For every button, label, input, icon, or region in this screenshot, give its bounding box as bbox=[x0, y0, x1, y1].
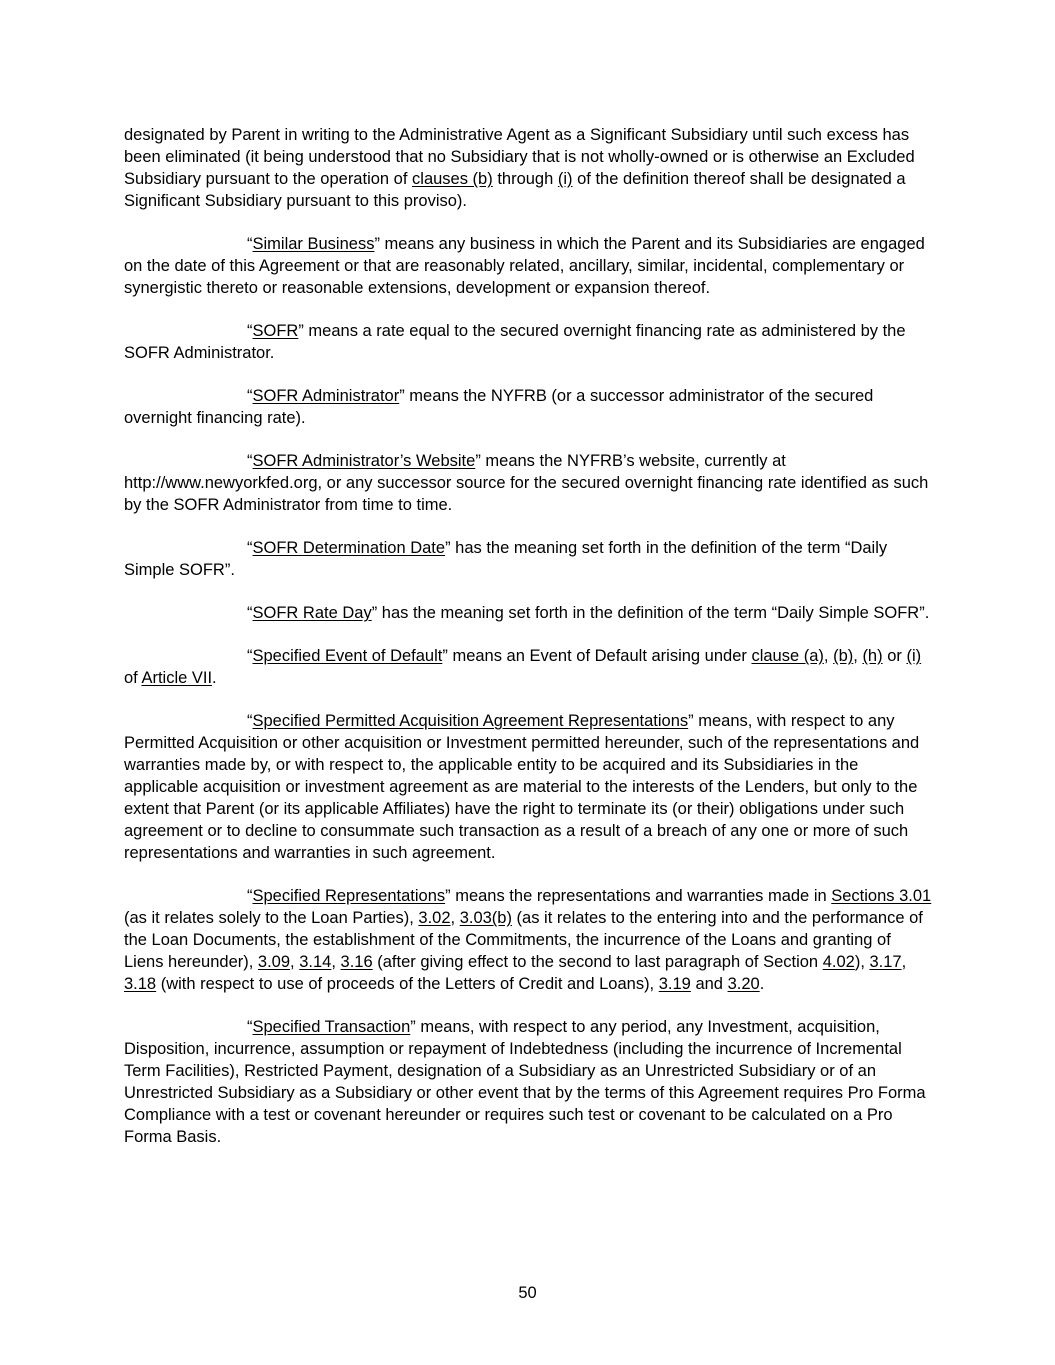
definition-paragraph bbox=[124, 885, 932, 995]
paragraph-text: . bbox=[212, 669, 217, 687]
paragraph-text: of the definition thereof shall be designated a Significant Subsidiary pursuant to this proviso). bbox=[124, 170, 906, 210]
paragraph-text: and bbox=[690, 975, 728, 993]
paragraph-text: . bbox=[759, 975, 765, 993]
paragraph-text: designated by Parent in writing to the Administrative Agent as a Significant Subsidiary until such excess has been eliminated (it being understood that no Subsidiary that is not wholly-owned or is otherwise an Excluded Subsidiary pursuant to the operation of bbox=[124, 126, 915, 188]
underlined-term: 3.16 bbox=[340, 953, 373, 971]
paragraph-text: , bbox=[331, 953, 341, 971]
definition-paragraph bbox=[124, 1016, 932, 1148]
underlined-term: 3.03(b) bbox=[459, 909, 512, 927]
definition-paragraph bbox=[124, 602, 932, 624]
paragraph-text: ” means, with respect to any Permitted Acquisition or other acquisition or Investment permitted hereunder, such of the representations and warranties made by, or with respect to, the applicable entity to be acquired and its Subsidiaries in the applicable acquisition or investment agreement as are material to the interests of the Lenders, but only to the extent that Parent (or its applicable Affiliates) have the right to terminate its (or their) obligations under such agreement or to decline to consummate such transaction as a result of a breach of any one or more of such representations and warranties in such agreement. bbox=[124, 712, 920, 862]
paragraph-text: “ bbox=[247, 1018, 253, 1036]
underlined-term: Specified Transaction bbox=[252, 1018, 411, 1036]
paragraph-text: or bbox=[882, 647, 907, 665]
definitions-list bbox=[124, 124, 932, 1148]
paragraph-text: ” means a rate equal to the secured overnight financing rate as administered by the SOFR Administrator. bbox=[124, 322, 906, 362]
definition-paragraph bbox=[124, 537, 932, 581]
definition-paragraph bbox=[124, 385, 932, 429]
paragraph-text: (with respect to use of proceeds of the Letters of Credit and Loans), bbox=[156, 975, 659, 993]
definition-paragraph bbox=[124, 645, 932, 689]
definition-paragraph bbox=[124, 320, 932, 364]
paragraph-text: “ bbox=[247, 539, 253, 557]
document-body bbox=[124, 124, 932, 1169]
underlined-term: Specified Permitted Acquisition Agreement Representations bbox=[252, 712, 689, 730]
paragraph-text: “ bbox=[247, 887, 253, 905]
underlined-term: 4.02 bbox=[822, 953, 855, 971]
paragraph-text: ” means the NYFRB (or a successor administrator of the secured overnight financing rate). bbox=[124, 387, 874, 427]
paragraph-text: “ bbox=[247, 322, 253, 340]
underlined-term: clauses (b) bbox=[412, 170, 493, 188]
paragraph-text: of bbox=[124, 669, 142, 687]
definition-paragraph bbox=[124, 450, 932, 516]
paragraph-text: ” means the representations and warranties made in bbox=[445, 887, 832, 905]
underlined-term: SOFR Rate Day bbox=[252, 604, 372, 622]
underlined-term: 3.17 bbox=[869, 953, 902, 971]
underlined-term: (h) bbox=[862, 647, 883, 665]
definition-paragraph bbox=[124, 233, 932, 299]
underlined-term: 3.19 bbox=[658, 975, 691, 993]
paragraph-text: , bbox=[853, 647, 863, 665]
underlined-term: 3.09 bbox=[257, 953, 291, 971]
paragraph-text: “ bbox=[247, 452, 253, 470]
paragraph-text: (as it relates to the entering into and the performance of the Loan Documents, the establishment of the Commitments, the incurrence of the Loans and granting of Liens hereunder), bbox=[124, 909, 923, 971]
paragraph-text: ” means, with respect to any period, any Investment, acquisition, Disposition, incurrence, assumption or repayment of Indebtedness (including the incurrence of Incremental Term Facilities), Restricted Payment, designation of a Subsidiary as an Unrestricted Subsidiary or of an Unrestricted Subsidiary as a Subsidiary or other event that by the terms of this Agreement requires Pro Forma Compliance with a test or covenant hereunder or requires such test or covenant to be calculated on a Pro Forma Basis. bbox=[124, 1018, 926, 1146]
underlined-term: Specified Representations bbox=[252, 887, 446, 905]
paragraph-text: “ bbox=[247, 604, 253, 622]
underlined-term: Similar Business bbox=[252, 235, 375, 253]
underlined-term: Sections 3.01 bbox=[831, 887, 932, 905]
underlined-term: 3.02 bbox=[418, 909, 451, 927]
underlined-term: Specified Event of Default bbox=[252, 647, 443, 665]
paragraph-text: “ bbox=[247, 387, 253, 405]
page-number: 50 bbox=[518, 1284, 537, 1302]
paragraph-text: “ bbox=[247, 712, 253, 730]
paragraph-text: “ bbox=[247, 647, 253, 665]
underlined-term: (i) bbox=[557, 170, 573, 188]
underlined-term: SOFR Administrator’s Website bbox=[252, 452, 476, 470]
underlined-term: clause (a) bbox=[751, 647, 824, 665]
paragraph-text: , bbox=[450, 909, 460, 927]
paragraph-text: , bbox=[901, 953, 907, 971]
underlined-term: 3.14 bbox=[299, 953, 332, 971]
paragraph-text: ” means any business in which the Parent and its Subsidiaries are engaged on the date of this Agreement or that are reasonably related, ancillary, similar, incidental, complementary or synergistic thereto or reasonable extensions, development or expansion thereof. bbox=[124, 235, 925, 297]
definition-paragraph bbox=[124, 124, 932, 212]
paragraph-text: , bbox=[823, 647, 834, 665]
paragraph-text: (after giving effect to the second to last paragraph of Section bbox=[372, 953, 823, 971]
underlined-term: SOFR Determination Date bbox=[252, 539, 446, 557]
paragraph-text: , bbox=[290, 953, 300, 971]
paragraph-text: ” has the meaning set forth in the definition of the term “Daily Simple SOFR”. bbox=[124, 539, 888, 579]
paragraph-text: ), bbox=[854, 953, 870, 971]
underlined-term: (b) bbox=[833, 647, 854, 665]
definition-paragraph bbox=[124, 710, 932, 864]
paragraph-text: (as it relates solely to the Loan Parties), bbox=[124, 909, 419, 927]
paragraph-text: ” means the NYFRB’s website, currently at http://www.newyorkfed.org, or any successor source for the secured overnight financing rate identified as such by the SOFR Administrator from time to time. bbox=[124, 452, 929, 514]
underlined-term: 3.20 bbox=[727, 975, 760, 993]
paragraph-text: ” means an Event of Default arising under bbox=[442, 647, 752, 665]
underlined-term: SOFR bbox=[252, 322, 299, 340]
underlined-term: (i) bbox=[906, 647, 922, 665]
underlined-term: Article VII bbox=[141, 669, 213, 687]
underlined-term: SOFR Administrator bbox=[252, 387, 400, 405]
paragraph-text: through bbox=[492, 170, 558, 188]
paragraph-text: “ bbox=[247, 235, 253, 253]
paragraph-text: ” has the meaning set forth in the definition of the term “Daily Simple SOFR”. bbox=[371, 604, 930, 622]
underlined-term: 3.18 bbox=[124, 975, 157, 993]
